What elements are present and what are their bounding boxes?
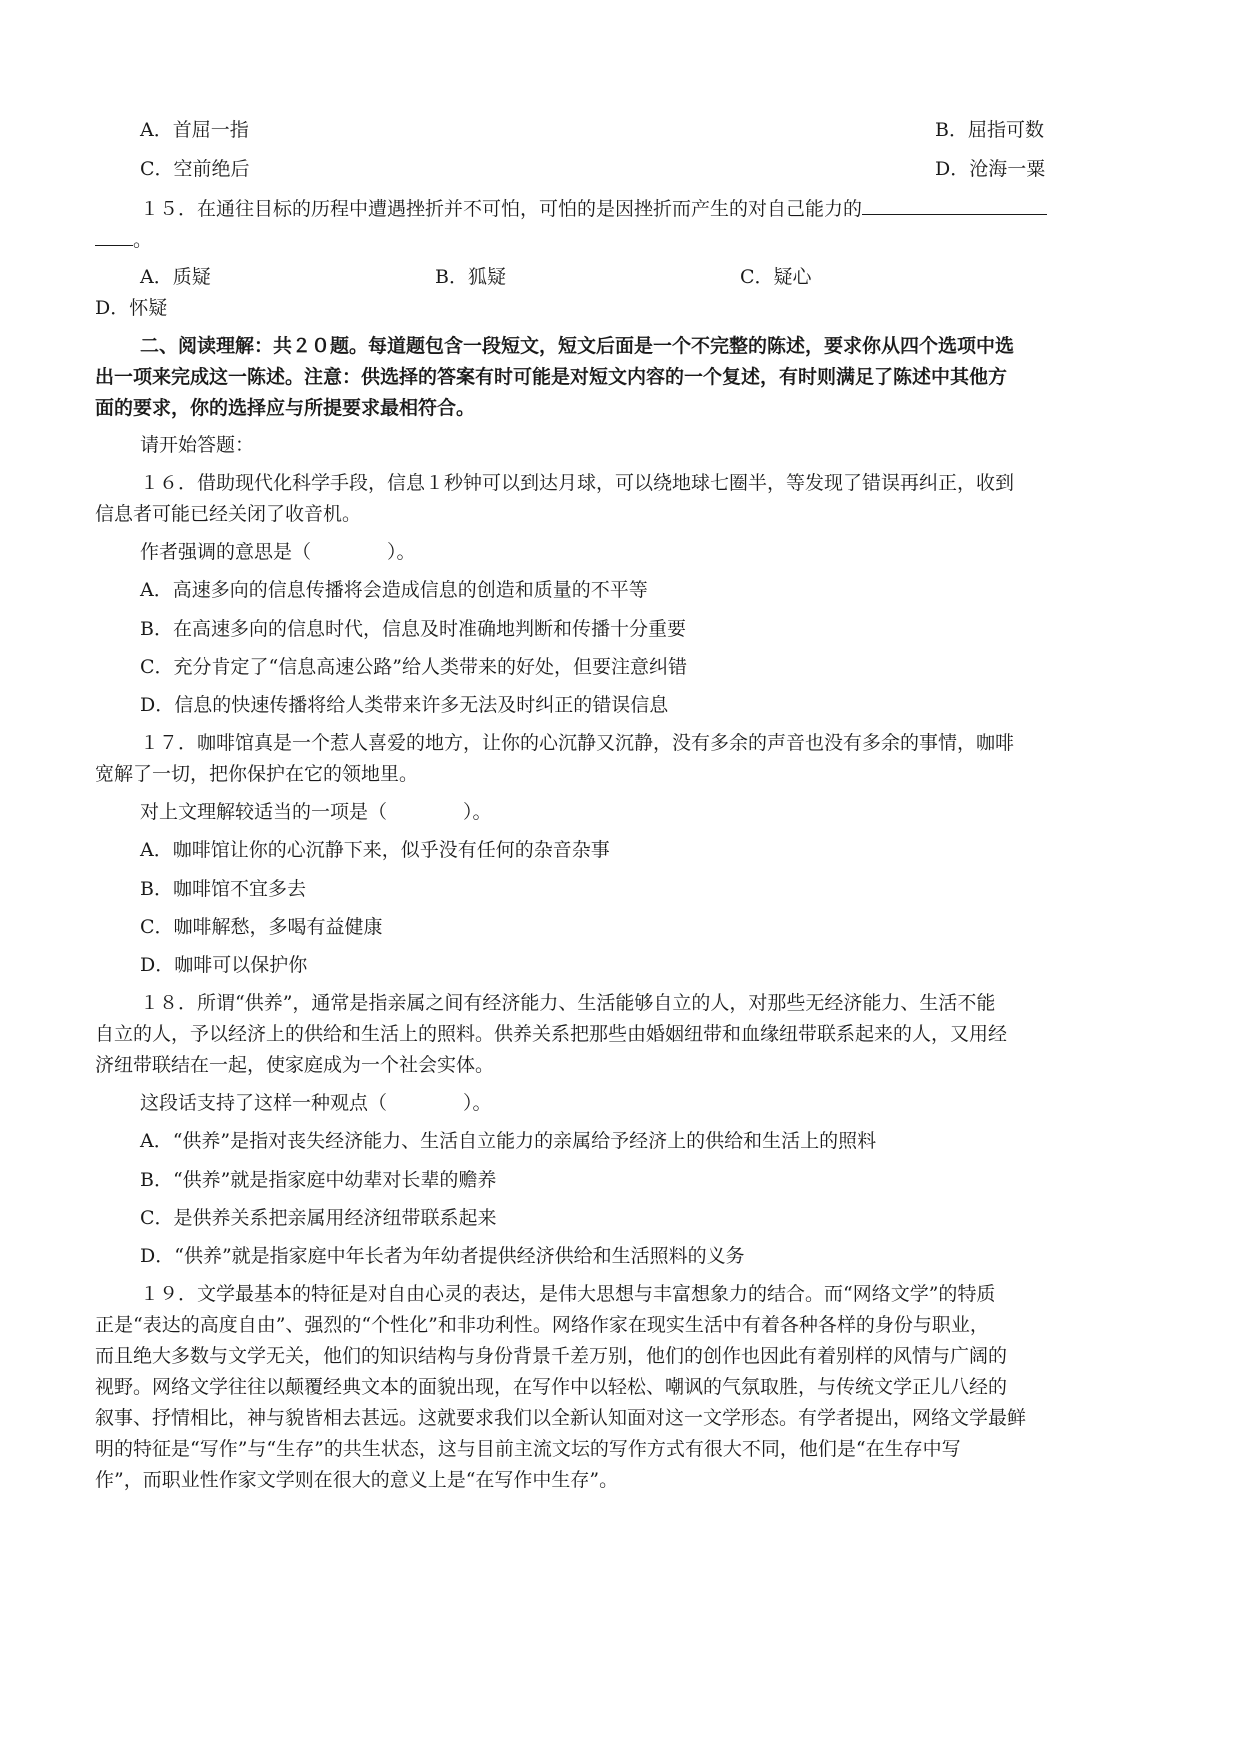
section2-heading-line1: 二、阅读理解：共２０题。每道题包含一段短文，短文后面是一个不完整的陈述，要求你从四个选项中选	[140, 335, 1015, 357]
q19-passage-line7: 作”，而职业性作家文学则在很大的意义上是“在写作中生存”。	[95, 1469, 619, 1491]
q19-passage-line6: 明的特征是“写作”与“生存”的共生状态，这与目前主流文坛的写作方式有很大不同，他们是“在生存中写	[95, 1438, 961, 1460]
q17-option-b: B．咖啡馆不宜多去	[140, 878, 306, 900]
q16-passage-line2: 信息者可能已经关闭了收音机。	[95, 503, 362, 525]
section2-heading-line2: 出一项来完成这一陈述。注意：供选择的答案有时可能是对短文内容的一个复述，有时则满足了陈述中其他方	[95, 366, 1008, 388]
q16-option-a: A．高速多向的信息传播将会造成信息的创造和质量的不平等	[140, 579, 648, 601]
q18-option-a: A．“供养”是指对丧失经济能力、生活自立能力的亲属给予经济上的供给和生活上的照料	[140, 1130, 877, 1152]
q16-question: 作者强调的意思是（ ）。	[140, 541, 416, 563]
q18-passage-line1: １８．所谓“供养”，通常是指亲属之间有经济能力、生活能够自立的人，对那些无经济能力、生活不能	[140, 992, 996, 1014]
q15-option-c: C．疑心	[740, 266, 812, 288]
q19-passage-line4: 视野。网络文学往往以颠覆经典文本的面貌出现，在写作中以轻松、嘲讽的气氛取胜，与传统文学正儿八经的	[95, 1376, 1008, 1398]
q15-answer-blank	[862, 192, 1047, 215]
q17-option-d: D．咖啡可以保护你	[140, 954, 308, 976]
q14-option-b: B．屈指可数	[935, 119, 1044, 141]
q18-passage-line2: 自立的人，予以经济上的供给和生活上的照料。供养关系把那些由婚姻纽带和血缘纽带联系起来的人，又用经	[95, 1023, 1008, 1045]
q18-option-b: B．“供养”就是指家庭中幼辈对长辈的赡养	[140, 1169, 497, 1191]
q15-stem-end: 。	[133, 229, 153, 251]
q19-passage-line5: 叙事、抒情相比，神与貌皆相去甚远。这就要求我们以全新认知面对这一文学形态。有学者提出，网络文学最鲜	[95, 1407, 1027, 1429]
q15-stem-continuation	[95, 223, 152, 255]
q14-option-a: A．首屈一指	[140, 119, 249, 141]
q19-passage-line2: 正是“表达的高度自由”、强烈的“个性化”和非功利性。网络作家在现实生活中有着各种各样的身份与职业，	[95, 1314, 989, 1336]
q15-option-b: B．狐疑	[435, 266, 506, 288]
q15-stem-text: １５．在通往目标的历程中遭遇挫折并不可怕，可怕的是因挫折而产生的对自己能力的	[140, 198, 863, 220]
q15-option-d: D．怀疑	[95, 297, 168, 319]
q15-stem	[140, 192, 1047, 224]
q19-passage-line1: １９．文学最基本的特征是对自由心灵的表达，是伟大思想与丰富想象力的结合。而“网络文学”的特质	[140, 1283, 996, 1305]
q17-passage-line1: １７．咖啡馆真是一个惹人喜爱的地方，让你的心沉静又沉静，没有多余的声音也没有多余的事情，咖啡	[140, 732, 1015, 754]
q18-option-c: C．是供养关系把亲属用经济纽带联系起来	[140, 1207, 497, 1229]
q14-option-c: C．空前绝后	[140, 158, 250, 180]
q17-option-a: A．咖啡馆让你的心沉静下来，似乎没有任何的杂音杂事	[140, 839, 610, 861]
q16-option-c: C．充分肯定了“信息高速公路”给人类带来的好处，但要注意纠错	[140, 656, 687, 678]
q17-question: 对上文理解较适当的一项是（ ）。	[140, 801, 492, 823]
q18-question: 这段话支持了这样一种观点（ ）。	[140, 1092, 492, 1114]
q18-passage-line3: 济纽带联结在一起，使家庭成为一个社会实体。	[95, 1054, 495, 1076]
q14-option-d: D．沧海一粟	[935, 158, 1046, 180]
q15-option-a: A．质疑	[140, 266, 211, 288]
q16-passage-line1: １６．借助现代化科学手段，信息１秒钟可以到达月球，可以绕地球七圈半，等发现了错误再纠正，收到	[140, 472, 1015, 494]
q18-option-d: D．“供养”就是指家庭中年长者为年幼者提供经济供给和生活照料的义务	[140, 1245, 745, 1267]
q15-answer-blank-end	[95, 223, 133, 246]
q17-passage-line2: 宽解了一切，把你保护在它的领地里。	[95, 763, 419, 785]
start-prompt: 请开始答题：	[140, 434, 255, 456]
section2-heading-line3: 面的要求，你的选择应与所提要求最相符合。	[95, 397, 476, 419]
q16-option-b: B．在高速多向的信息时代，信息及时准确地判断和传播十分重要	[140, 618, 686, 640]
q19-passage-line3: 而且绝大多数与文学无关，他们的知识结构与身份背景千差万别，他们的创作也因此有着别样的风情与广阔的	[95, 1345, 1008, 1367]
q16-option-d: D．信息的快速传播将给人类带来许多无法及时纠正的错误信息	[140, 694, 669, 716]
q17-option-c: C．咖啡解愁，多喝有益健康	[140, 916, 383, 938]
